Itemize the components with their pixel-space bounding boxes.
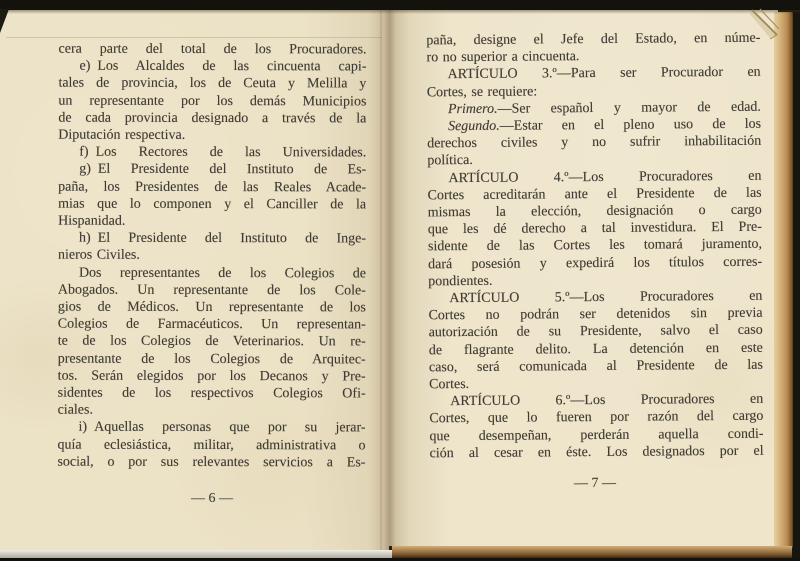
text-line: mias que lo componen y el Canciller de la: [58, 196, 367, 213]
text-line: Primero.—Ser español y mayor de edad.: [447, 99, 761, 117]
text-line: te de los Colegios de Veterinarios. Un re-: [57, 334, 366, 350]
text-line: dará posesión y expedirá los títulos corres-: [428, 254, 763, 272]
text-line: ro no superior a cincuenta.: [426, 49, 580, 66]
text-line: caso, será comunicada al Presidente de las: [428, 357, 763, 376]
text-line: cera parte del total de los Procuradores.: [58, 41, 367, 58]
gutter-shadow: [368, 10, 410, 550]
text-line: Hispanidad.: [58, 213, 126, 229]
text-line: ARTÍCULO 4.º—Los Procuradores en: [448, 168, 762, 186]
text-line: que les dé derecho a tal investidura. El Pre-: [427, 219, 762, 238]
text-line: Segundo.—Estar en el pleno uso de los: [447, 116, 762, 135]
page-number-left: — 6 —: [191, 491, 233, 506]
text-line: ARTÍCULO 3.º—Para ser Procurador en: [447, 65, 761, 83]
text-line: sidente de las Cortes les tomará juramento,: [427, 237, 763, 255]
text-line: e) Los Alcaldes de las cincuenta capi-: [79, 58, 367, 75]
page-number-right: — 7 —: [573, 475, 617, 492]
text-line: Cortes, que lo fueren por razón del cargo: [429, 409, 764, 427]
page-stack-edge-bottom-right: [392, 546, 792, 558]
text-line: tos. Serán elegidos por los Decanos y Pre-: [57, 368, 366, 385]
text-line: Cortes.: [429, 377, 470, 393]
text-line: paña, los Presidentes de las Reales Acade-: [58, 179, 367, 196]
text-line: g) El Presidente del Instituto de Es-: [79, 162, 367, 178]
book-cover-edge-top: [0, 0, 800, 10]
text-line: f) Los Rectores de las Universidades.: [79, 144, 367, 161]
text-line: h) El Presidente del Instituto de Inge-: [79, 230, 367, 247]
text-line: Cortes acreditarán ante el Presidente de las: [427, 185, 762, 204]
cover-top-shadow: [0, 10, 800, 14]
text-line: autorización de su Presidente, salvo el caso: [428, 323, 763, 341]
text-line: mismas la elección, designación o cargo: [427, 202, 762, 221]
text-line: Colegios de Farmacéuticos. Un representan-: [57, 316, 366, 333]
text-line: Cortes no podrán ser detenidos sin previa: [428, 305, 763, 324]
left-page-crease: [380, 10, 382, 550]
text-line: sidentes de los respectivos Colegios Ofi-: [57, 385, 366, 402]
text-line: nieros Civiles.: [57, 248, 140, 264]
text-line: derechos civiles y no sufrir inhabilitación: [427, 133, 762, 152]
page-stack-edge-right: [774, 12, 794, 548]
text-line: un representante por los demás Municipios: [58, 93, 367, 110]
text-line: i) Aquellas personas que por su jerar-: [78, 420, 366, 436]
right-page-text: [426, 30, 763, 463]
text-line: ARTÍCULO 5.º—Los Procuradores en: [449, 288, 763, 307]
text-line: ción al cesar en éste. Los designados por el: [429, 443, 764, 462]
text-line: paña, designe el Jefe del Estado, en núme-: [426, 30, 761, 49]
underlying-page-edge: [6, 37, 382, 38]
book-cover-edge-right: [793, 0, 800, 561]
text-line: social, o por sus relevantes servicios a Es-: [57, 454, 366, 471]
text-line: ciales.: [57, 402, 93, 418]
text-line: de cada provincia designado a través de la: [58, 110, 367, 127]
text-line: Dos representantes de los Colegios de: [78, 265, 366, 282]
text-line: tales de provincia, los de Ceuta y Melilla y: [58, 76, 367, 92]
text-line: pondientes.: [428, 273, 493, 290]
text-line: presentante de los Colegios de Arquitec-: [57, 351, 366, 368]
text-line: Diputación respectiva.: [58, 127, 186, 143]
text-line: Abogados. Un representante de los Cole-: [57, 282, 366, 299]
left-page-text: [57, 41, 366, 472]
page-stack-edge-bottom-left: [0, 550, 392, 558]
text-line: Cortes, se requiere:: [426, 84, 538, 100]
text-line: quía eclesiástica, militar, administrativa o: [57, 437, 366, 454]
text-line: que desempeñan, perderán aquella condi-: [429, 426, 764, 444]
folded-corner-crease: [740, 8, 786, 56]
text-line: gios de Médicos. Un representante de los: [57, 299, 366, 316]
text-line: de flagrante delito. La detención en este: [428, 340, 763, 358]
text-line: política.: [427, 153, 473, 169]
text-line: ARTÍCULO 6.º—Los Procuradores en: [450, 391, 764, 410]
